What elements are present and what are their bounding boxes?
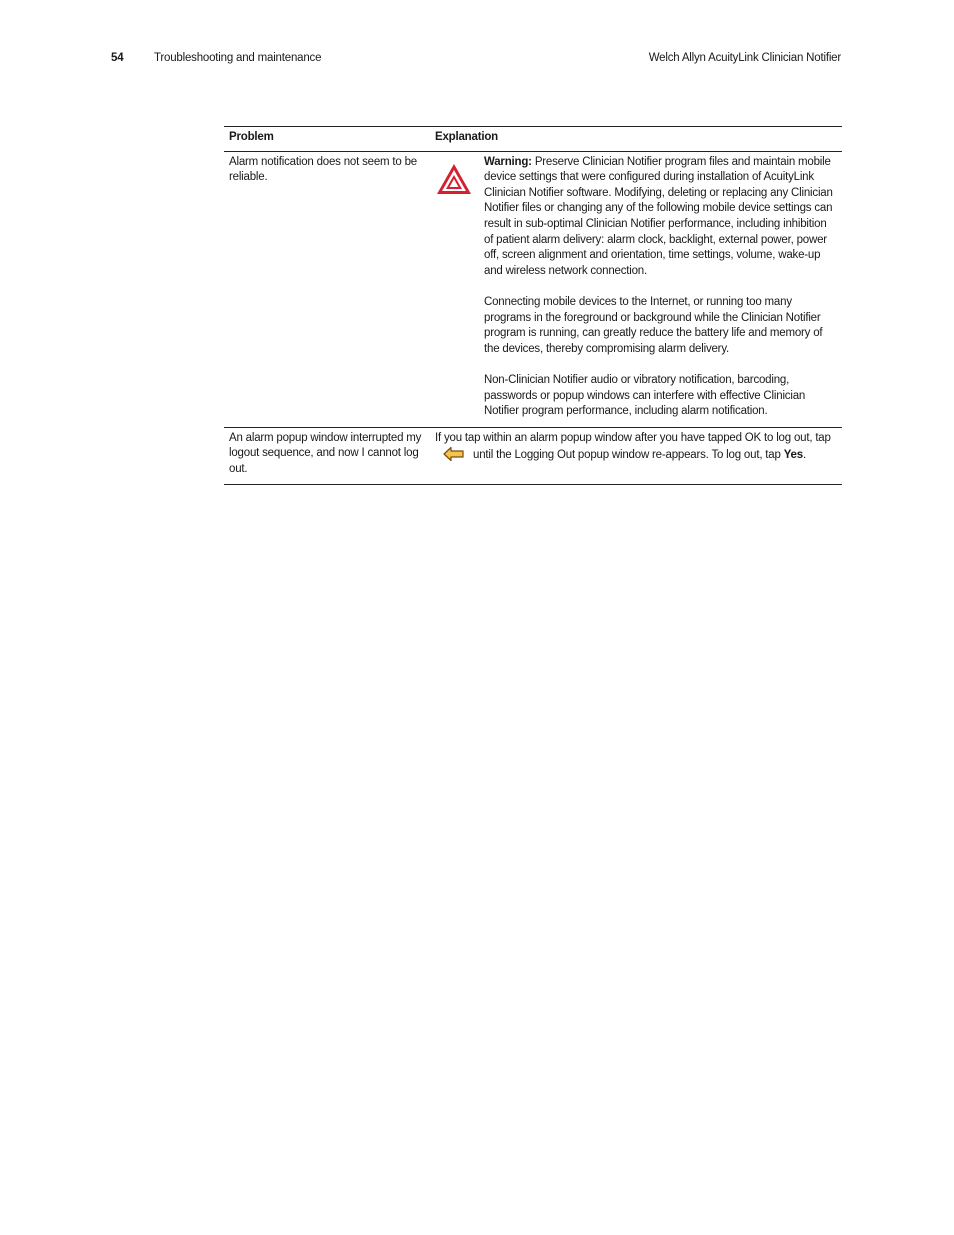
document-title: Welch Allyn AcuityLink Clinician Notifier: [648, 52, 841, 64]
explanation-cell: [430, 428, 842, 485]
warning-text: [484, 155, 836, 420]
problem-cell: Alarm notification does not seem to be reliable.: [229, 155, 418, 184]
warning-label: Warning:: [484, 155, 532, 168]
problem-cell: An alarm popup window interrupted my logout sequence, and now I cannot log out.: [229, 431, 422, 475]
page-header: [111, 52, 841, 70]
warning-triangle-icon: [435, 162, 473, 196]
column-header-explanation: Explanation: [435, 131, 498, 143]
explanation-paragraph-3: Non-Clinician Notifier audio or vibratory notification, barcoding, passwords or popup windows can interfere with effective Clinician Notifier program performance, including alarm notification.: [484, 373, 806, 418]
explanation-text-before-icon: If you tap within an alarm popup window after you have tapped OK to log out, tap: [435, 431, 831, 444]
explanation-cell: [430, 152, 842, 427]
troubleshooting-table: [224, 126, 842, 485]
warning-body: Preserve Clinician Notifier program files and maintain mobile device settings that were configured during installation of AcuityLink Clinician Notifier software. Modifying, deleting or replacing any Clinician Notifier files or changing any of the following mobile device settings can result in sub-optimal Clinician Notifier performance, including inhibition of patient alarm delivery: alarm clock, backlight, external power, power off, screen alignment and orientation, time settings, volume, wake-up and wireless network connection.: [484, 155, 833, 277]
yes-label: Yes: [783, 449, 803, 462]
page-number: 54: [111, 52, 124, 64]
explanation-end: .: [802, 449, 806, 462]
column-header-problem: Problem: [229, 131, 274, 143]
explanation-paragraph-2: Connecting mobile devices to the Internet, or running too many programs in the foreground or background while the Clinician Notifier program is running, can greatly reduce the battery life and memory of the devices, thereby compromising alarm delivery.: [484, 295, 823, 355]
explanation-text-after-icon: until the Logging Out popup window re-appears. To log out, tap: [473, 449, 781, 462]
table-row: [224, 152, 842, 428]
back-arrow-icon: [443, 446, 465, 462]
table-row: [224, 428, 842, 486]
warning-block: [435, 155, 836, 420]
table-header-row: [224, 126, 842, 152]
section-title: Troubleshooting and maintenance: [154, 52, 322, 64]
warning-paragraph: [484, 155, 836, 280]
